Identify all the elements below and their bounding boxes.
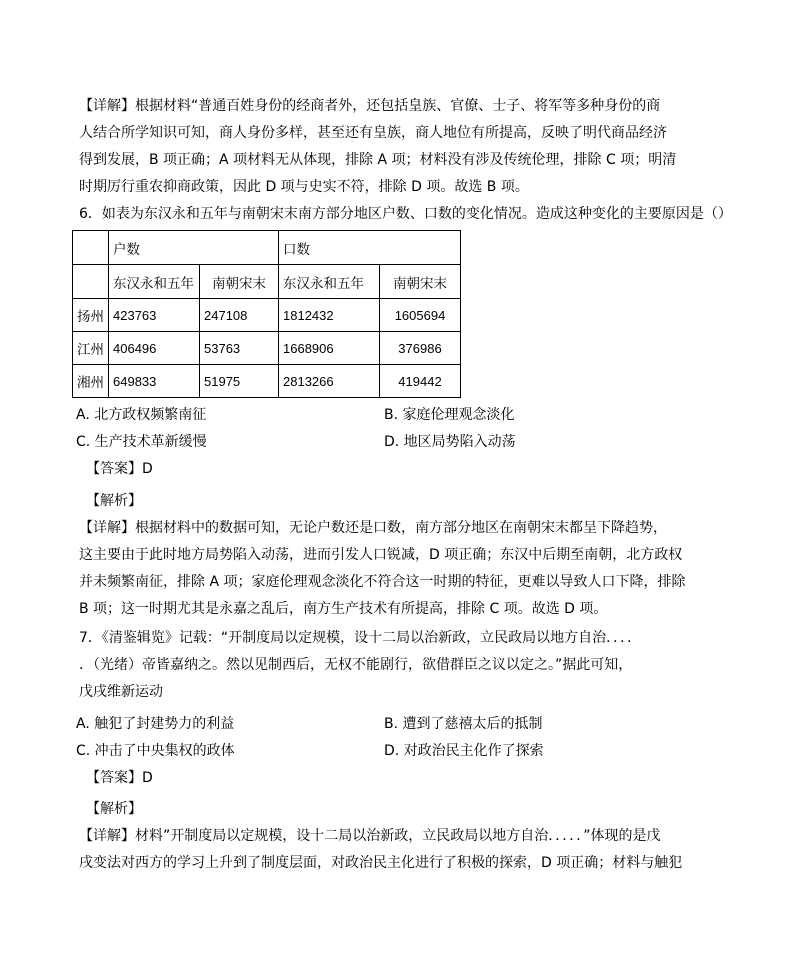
detail-line: 并未频繁南征，排除 A 项；家庭伦理观念淡化不符合这一时期的特征，更难以导致人口下降，排除: [79, 574, 686, 590]
detail-line: 【详解】根据材料“普通百姓身份的经商者外，还包括皇族、官僚、士子、将军等多种身份的商: [79, 98, 661, 114]
subheader-cell: 东汉永和五年: [109, 265, 200, 299]
option-c: C. 冲击了中央集权的政体: [76, 743, 235, 759]
table-row: [73, 299, 461, 332]
detail-line: 得到发展，B 项正确；A 项材料无从体现，排除 A 项；材料没有涉及传统伦理，排除 C 项；明清: [79, 152, 677, 168]
region-cell: 扬州: [73, 299, 109, 332]
households-header: 户数: [109, 231, 279, 265]
value-cell: 649833: [109, 365, 200, 398]
option-a: A. 北方政权频繁南征: [76, 407, 207, 423]
value-cell: 247108: [200, 299, 279, 332]
question-stem: 7．《清鉴辑览》记载：“开制度局以定规模，设十二局以治新政，立民政局以地方自治．．．．: [79, 630, 642, 646]
value-cell: 1812432: [279, 299, 380, 332]
question-stem: ．（光绪）帝皆嘉纳之。然以见制西后，无权不能剧行，欲借群臣之议以定之。”据此可知，: [79, 657, 633, 673]
option-b: B. 遭到了慈禧太后的抵制: [384, 716, 543, 732]
analysis-label: 【解析】: [86, 493, 142, 509]
table-subheader-row: [73, 265, 461, 299]
detail-line: B 项；这一时期尤其是永嘉之乱后，南方生产技术有所提高，排除 C 项。故选 D 项。: [79, 601, 608, 617]
value-cell: 423763: [109, 299, 200, 332]
detail-line: 【详解】根据材料中的数据可知，无论户数还是口数，南方部分地区在南朝宋末都呈下降趋势，: [79, 520, 667, 536]
detail-line: 戌变法对西方的学习上升到了制度层面，对政治民主化进行了积极的探索，D 项正确；材料与触犯: [79, 855, 683, 871]
value-cell: 376986: [380, 332, 461, 365]
subheader-cell: 南朝宋末: [380, 265, 461, 299]
option-d: D. 对政治民主化作了探索: [384, 743, 544, 759]
table-row: [73, 365, 461, 398]
value-cell: 406496: [109, 332, 200, 365]
table-corner-cell: [73, 265, 109, 299]
subheader-cell: 东汉永和五年: [279, 265, 380, 299]
value-cell: 2813266: [279, 365, 380, 398]
option-b: B. 家庭伦理观念淡化: [384, 407, 515, 423]
question-stem: 戊戌维新运动: [79, 684, 163, 700]
option-d: D. 地区局势陷入动荡: [384, 434, 516, 450]
data-table: [72, 230, 461, 398]
table-corner-cell: [73, 231, 109, 265]
analysis-label: 【解析】: [86, 801, 142, 817]
value-cell: 1668906: [279, 332, 380, 365]
question-stem: 6．如表为东汉永和五年与南朝宋末南方部分地区户数、口数的变化情况。造成这种变化的主要原因是（）: [79, 206, 732, 222]
value-cell: 419442: [380, 365, 461, 398]
table-header-row: [73, 231, 461, 265]
value-cell: 51975: [200, 365, 279, 398]
option-c: C. 生产技术革新缓慢: [76, 434, 207, 450]
detail-line: 【详解】材料”开制度局以定规模，设十二局以治新政，立民政局以地方自治．．．．．”体现的是戊: [79, 828, 661, 844]
value-cell: 53763: [200, 332, 279, 365]
answer-label: 【答案】D: [86, 770, 153, 786]
subheader-cell: 南朝宋末: [200, 265, 279, 299]
detail-line: 人结合所学知识可知，商人身份多样，甚至还有皇族，商人地位有所提高，反映了明代商品经济: [79, 125, 667, 141]
detail-line: 时期厉行重农抑商政策，因此 D 项与史实不符，排除 D 项。故选 B 项。: [79, 179, 529, 195]
table-row: [73, 332, 461, 365]
region-cell: 江州: [73, 332, 109, 365]
detail-line: 这主要由于此时地方局势陷入动荡，进而引发人口锐减，D 项正确；东汉中后期至南朝，北方政权: [79, 547, 683, 563]
population-header: 口数: [279, 231, 461, 265]
region-cell: 湘州: [73, 365, 109, 398]
answer-label: 【答案】D: [86, 461, 153, 477]
value-cell: 1605694: [380, 299, 461, 332]
option-a: A. 触犯了封建势力的利益: [76, 716, 235, 732]
